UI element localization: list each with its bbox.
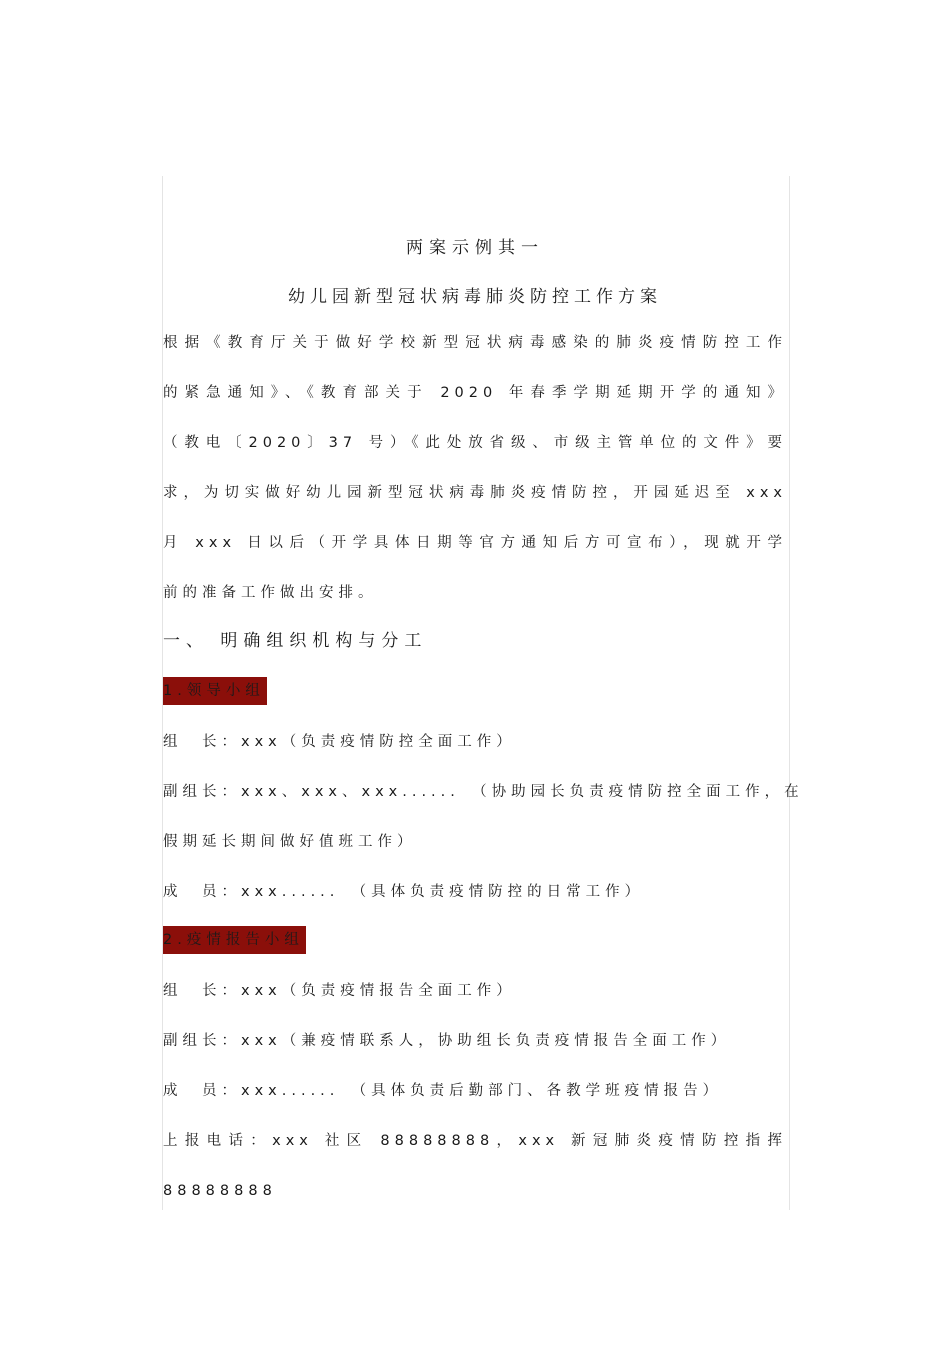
- intro-line-6: 前的准备工作做出安排。: [163, 585, 378, 601]
- intro-line-1: 根据《教育厅关于做好学校新型冠状病毒感染的肺炎疫情防控工作: [163, 335, 787, 351]
- leadership-deputy-line: 副组长：xxx、xxx、xxx...... （协助园长负责疫情防控全面工作，在: [163, 784, 804, 800]
- report-phone-line: 上报电话：xxx 社区 88888888，xxx 新冠肺炎疫情防控指挥: [163, 1133, 787, 1149]
- report-deputy-line: 副组长：xxx（兼疫情联系人，协助组长负责疫情报告全面工作）: [163, 1033, 731, 1049]
- document-title: 两案示例其一: [406, 238, 544, 258]
- intro-line-4: 求，为切实做好幼儿园新型冠状病毒肺炎疫情防控，开园延迟至 xxx: [163, 485, 787, 501]
- leadership-members-line: 成 员：xxx...... （具体负责疫情防控的日常工作）: [163, 884, 645, 900]
- report-phone-line-cont: 88888888: [163, 1183, 277, 1199]
- leadership-group-label: 1.领导小组: [163, 677, 267, 705]
- intro-line-5: 月 xxx 日以后（开学具体日期等官方通知后方可宣布），现就开学: [163, 535, 787, 551]
- section-1-heading: 一、 明确组织机构与分工: [163, 631, 428, 651]
- report-members-line: 成 员：xxx...... （具体负责后勤部门、各教学班疫情报告）: [163, 1083, 723, 1099]
- intro-line-2: 的紧急通知》、《教育部关于 2020 年春季学期延期开学的通知》: [163, 385, 787, 401]
- leadership-deputy-line-cont: 假期延长期间做好值班工作）: [163, 834, 417, 850]
- intro-line-3: （教电〔2020〕37 号）《此处放省级、市级主管单位的文件》要: [163, 435, 787, 451]
- leadership-leader-line: 组 长：xxx（负责疫情防控全面工作）: [163, 734, 516, 750]
- report-leader-line: 组 长：xxx（负责疫情报告全面工作）: [163, 983, 516, 999]
- document-subtitle: 幼儿园新型冠状病毒肺炎防控工作方案: [288, 287, 662, 307]
- report-group-label: 2.疫情报告小组: [163, 926, 306, 954]
